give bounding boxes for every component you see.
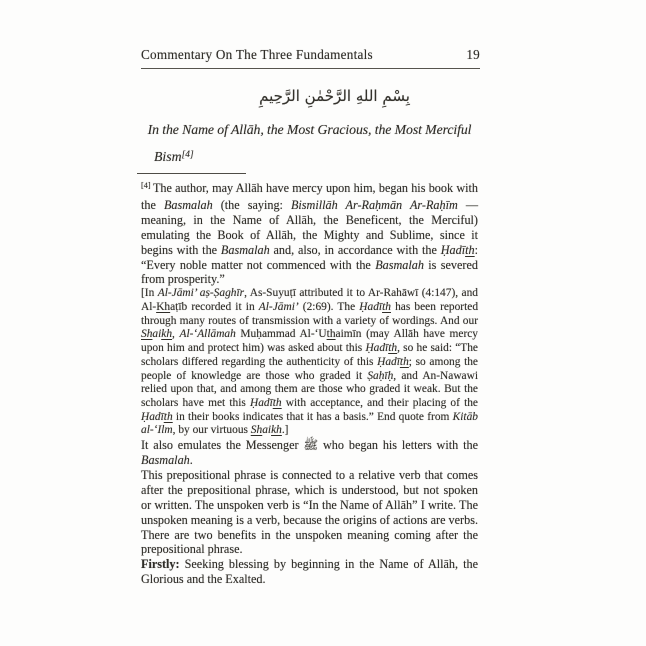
footnote-separator — [137, 173, 246, 174]
footnote-paragraph: This prepositional phrase is connected to a relative verb that comes after the prepositional phrase, which is understood, but not spoken or written. The unspoken verb is “In the Name of Allāh” I write. The unspoken meaning is a verb, because the origins of actions are verbs. There are two benefits in the unspoken meaning coming after the prepositional phrase. — [141, 467, 478, 557]
footnote-ref-marker: [4] — [181, 149, 194, 160]
running-header-title: Commentary On The Three Fundamentals — [141, 47, 373, 62]
footnote-paragraph: [4] The author, may Allāh have mercy upon him, began his book with the Basmalah (the saying: Bismillāh Ar-Raḥmān Ar-Raḥīm — meaning, in the Name of Allāh, the Beneficent, the Merciful) emulating the Book of Allāh, the Mighty and Sublime, since it begins with the Basmalah and, also, in accordance with the Ḥadīth: “Every noble matter not commenced with the Basmalah is severed from prosperity.” — [141, 181, 479, 287]
bism-word — [154, 149, 194, 165]
footnote-paragraph: Firstly: Seeking blessing by beginning in the Name of Allāh, the Glorious and the Exalted. — [141, 557, 478, 587]
footnote-paragraph: [In Al-Jāmi’ aṣ-Ṣaghīr, As-Suyuṭī attributed it to Ar-Rahāwī (4:147), and Al-Khaṭīb recorded it in Al-Jāmi’ (2:69). The Ḥadīth has been reported through many routes of transmission with a variety of wordings. And our Shaikh, Al-‘Allāmah Muḥammad Al-‘Uthaimīn (may Allāh have mercy upon him and protect him) was asked about this Ḥadīth, so he said: “The scholars differed regarding the authenticity of this Ḥadīth; so among the people of knowledge are those who graded it Ṣaḥīḥ, and An-Nawawi relied upon that, and among them are those who graded it weak. But the scholars have met this Ḥadīth with acceptance, and their placing of the Ḥadīth in their books indicates that it has a basis.” End quote from Kitāb al-‘Ilm, by our virtuous Shaikh.] — [141, 287, 479, 437]
footnote-text-block — [141, 181, 478, 587]
page-number: 19 — [466, 47, 480, 62]
bism-text: Bism — [154, 149, 182, 164]
footnote-paragraph: It also emulates the Messenger ﷺ who began his letters with the Basmalah. — [141, 438, 478, 467]
basmalah-arabic-text: بِسْمِ اللهِ الرَّحْمٰنِ الرَّحِيمِ — [259, 87, 410, 105]
running-header — [141, 47, 480, 69]
basmalah-translation: In the Name of Allāh, the Most Gracious, the Most Merciful — [147, 122, 472, 137]
